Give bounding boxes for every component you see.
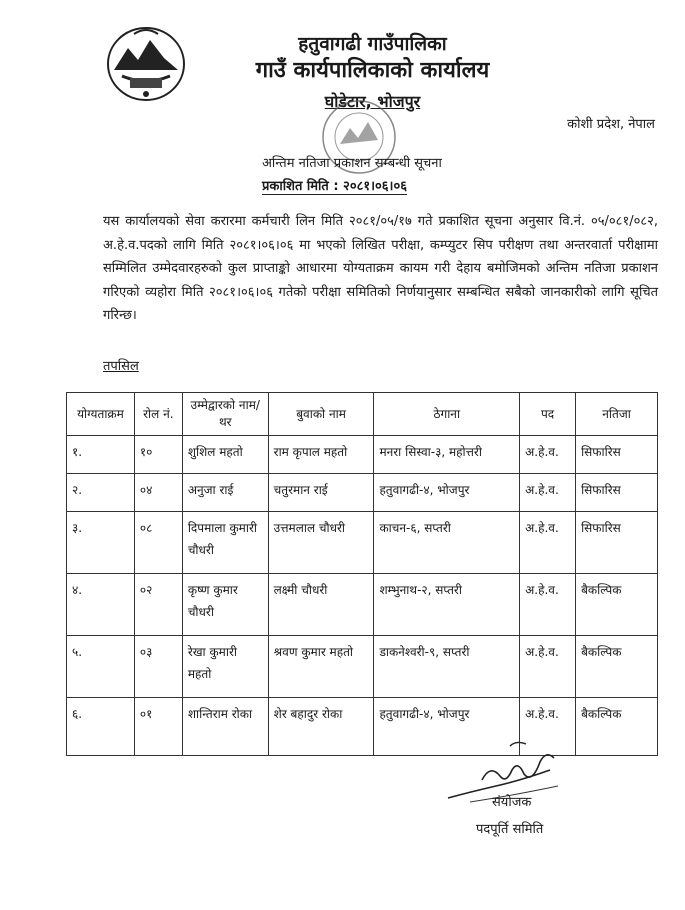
table-cell: कृष्ण कुमार चौधरी — [182, 574, 268, 636]
col-header: बुवाको नाम — [268, 393, 374, 436]
table-cell: बैकल्पिक — [576, 698, 658, 756]
office-name: गाउँ कार्यपालिकाको कार्यालय — [255, 58, 490, 83]
table-row — [67, 436, 658, 474]
table-cell: अ.हे.व. — [520, 698, 576, 756]
table-cell: २. — [67, 474, 135, 512]
table-cell: चतुरमान राई — [268, 474, 374, 512]
signatory-title: संयोजक — [492, 795, 532, 810]
office-location: घोडेटार, भोजपुर — [324, 92, 421, 111]
table-row — [67, 474, 658, 512]
table-cell: ०३ — [134, 636, 182, 698]
table-cell: ०४ — [134, 474, 182, 512]
table-cell: अ.हे.व. — [520, 474, 576, 512]
table-cell: सिफारिस — [576, 512, 658, 574]
col-header: ठेगाना — [374, 393, 520, 436]
results-table — [66, 392, 658, 756]
table-cell: शान्तिराम रोका — [182, 698, 268, 756]
col-header: नतिजा — [576, 393, 658, 436]
table-cell: लक्ष्मी चौधरी — [268, 574, 374, 636]
table-cell: १. — [67, 436, 135, 474]
table-cell: बैकल्पिक — [576, 574, 658, 636]
table-cell: हतुवागढी-४, भोजपुर — [374, 698, 520, 756]
table-cell: डाकनेश्वरी-९, सप्तरी — [374, 636, 520, 698]
table-cell: शुशिल महतो — [182, 436, 268, 474]
table-cell: सिफारिस — [576, 474, 658, 512]
table-cell: दिपमाला कुमारी चौधरी — [182, 512, 268, 574]
notice-subject: अन्तिम नतिजा प्रकाशन सम्बन्धी सूचना — [262, 156, 442, 171]
table-cell: उत्तमलाल चौधरी — [268, 512, 374, 574]
table-cell: श्रवण कुमार महतो — [268, 636, 374, 698]
table-cell: बैकल्पिक — [576, 636, 658, 698]
table-cell: शम्भुनाथ-२, सप्तरी — [374, 574, 520, 636]
table-cell: ५. — [67, 636, 135, 698]
table-cell: शेर बहादुर रोका — [268, 698, 374, 756]
table-cell: ६. — [67, 698, 135, 756]
table-cell: ४. — [67, 574, 135, 636]
table-cell: ०२ — [134, 574, 182, 636]
table-cell: अ.हे.व. — [520, 636, 576, 698]
table-cell: हतुवागढी-४, भोजपुर — [374, 474, 520, 512]
table-cell: राम कृपाल महतो — [268, 436, 374, 474]
table-cell: काचन-६, सप्तरी — [374, 512, 520, 574]
table-cell: ३. — [67, 512, 135, 574]
published-date — [262, 176, 407, 194]
table-row — [67, 574, 658, 636]
table-cell: मनरा सिस्वा-३, महोत्तरी — [374, 436, 520, 474]
table-row — [67, 636, 658, 698]
col-header: योग्यताक्रम — [67, 393, 135, 436]
col-header: उम्मेद्वारको नाम/थर — [182, 393, 268, 436]
municipality-name: हतुवागढी गाउँपालिका — [298, 33, 447, 55]
col-header: पद — [520, 393, 576, 436]
table-cell: अ.हे.व. — [520, 574, 576, 636]
table-cell: रेखा कुमारी महतो — [182, 636, 268, 698]
province-label: कोशी प्रदेश, नेपाल — [567, 117, 655, 132]
table-cell: सिफारिस — [576, 436, 658, 474]
table-cell: अ.हे.व. — [520, 512, 576, 574]
table-cell: अ.हे.व. — [520, 436, 576, 474]
table-header-row — [67, 393, 658, 436]
committee-name: पदपूर्ति समिति — [476, 822, 544, 837]
notice-body: यस कार्यालयको सेवा करारमा कर्मचारी लिन मिति २०८१/०५/१७ गते प्रकाशित सूचना अनुसार वि.नं. ०५/०८१/०८२, अ.हे.व.पदको लागि मिति २०८१।०६।०६ मा भएको लिखित परीक्षा, कम्प्युटर सिप परीक्षण तथा अन्तरवार्ता परीक्षामा सम्मिलित उम्मेदवारहरुको कुल प्राप्ताङ्को आधारमा योग्यताक्रम कायम गरी देहाय बमोजिमको अन्तिम नतिजा प्रकाशन गरिएको व्यहोरा मिति २०८१।०६।०६ गतेको परीक्षा समितिको निर्णयानुसार सम्बन्धित सबैको जानकारीको लागि सूचित गरिन्छ। — [103, 214, 658, 323]
table-cell: १० — [134, 436, 182, 474]
col-header: रोल नं. — [134, 393, 182, 436]
details-label: तपसिल — [103, 359, 139, 374]
table-row — [67, 512, 658, 574]
table-cell: अनुजा राई — [182, 474, 268, 512]
published-date-text: प्रकाशित मिति : २०८१।०६।०६ — [262, 179, 407, 194]
table-cell: ०१ — [134, 698, 182, 756]
table-cell: ०८ — [134, 512, 182, 574]
